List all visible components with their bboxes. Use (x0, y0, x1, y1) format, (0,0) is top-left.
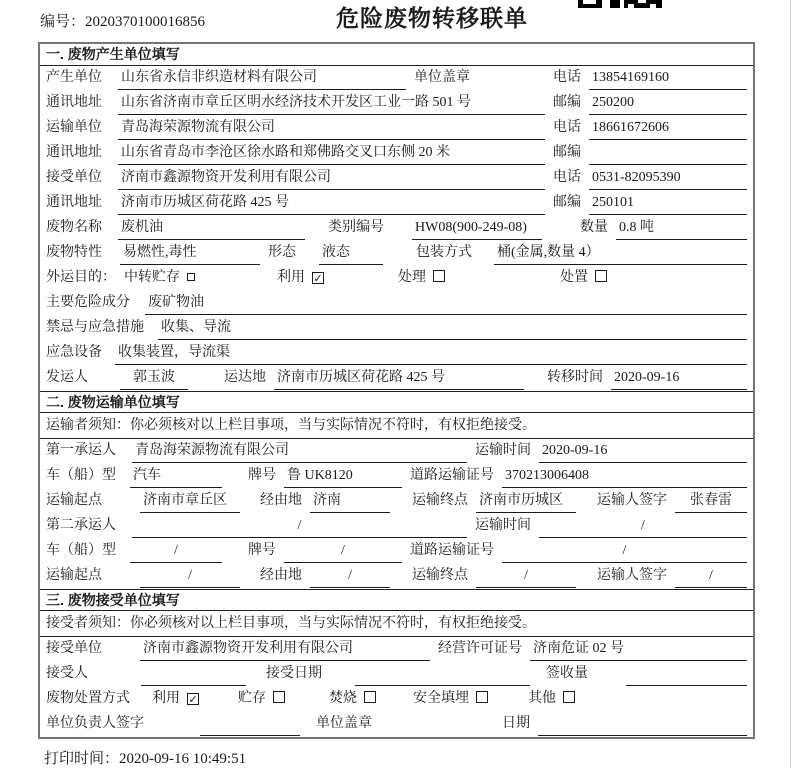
consignor: 郭玉波 (120, 366, 188, 390)
spacer (110, 255, 120, 256)
spacer (124, 528, 132, 529)
producer-address: 山东省济南市章丘区明水经济技术开发区工业一路 501 号 (118, 91, 545, 115)
field-label: 第一承运人 (46, 443, 116, 458)
section-3-title: 三. 废物接受单位填写 (40, 589, 753, 611)
disposal-other-checkbox (528, 687, 575, 710)
spacer (138, 701, 152, 702)
form-row (40, 687, 753, 712)
form-row (40, 66, 753, 91)
spacer (152, 726, 200, 727)
field-label: 外运目的： (46, 270, 116, 285)
producer-phone: 13854169160 (589, 66, 747, 90)
transporter-phone: 18661672606 (589, 116, 747, 140)
field-label: 运输起点 (46, 493, 102, 508)
receive-date-field (538, 712, 747, 736)
transport-origin-2: / (140, 564, 240, 588)
form-row (40, 564, 753, 589)
field-label: 应急设备 (46, 345, 102, 360)
field-label: 发运人 (46, 370, 88, 385)
transfer-date: 2020-09-16 (611, 366, 747, 390)
field-label: 运输起点 (46, 568, 102, 583)
spacer (445, 280, 560, 281)
form-row (40, 316, 753, 341)
field-label: 运输终点 (412, 493, 468, 508)
spacer (584, 578, 597, 579)
waste-category-code: HW08(900-249-08) (412, 216, 542, 240)
checkbox-unchecked (433, 270, 445, 282)
field-label: 形态 (268, 245, 296, 260)
transport-endpoint-2: / (476, 564, 576, 588)
field-label: 数量 (580, 220, 608, 235)
checkbox-checked: ✓ (188, 693, 198, 706)
spacer (308, 726, 316, 727)
field-label: 转移时间 (547, 370, 603, 385)
page-edge-line (790, 0, 791, 768)
form-row (40, 439, 753, 464)
spacer (195, 280, 277, 281)
checkbox-unchecked (476, 691, 488, 703)
field-label: 接受单位 (46, 170, 102, 185)
form-row (40, 266, 753, 291)
checkbox-checked: ✓ (313, 272, 323, 285)
field-label: 车（船）型 (46, 468, 116, 483)
spacer (138, 305, 145, 306)
spacer (110, 180, 118, 181)
road-transport-permit-2: / (502, 539, 747, 563)
spacer (313, 230, 328, 231)
spacer (330, 676, 355, 677)
field-label: 经营许可证号 (438, 641, 522, 656)
spacer (488, 701, 528, 702)
form-row (40, 514, 753, 539)
spacer (248, 503, 260, 504)
spacer (110, 651, 140, 652)
form-row (40, 141, 753, 166)
destination: 济南市历城区荷花路 425 号 (274, 366, 524, 390)
form-row (40, 712, 753, 737)
field-label: 通讯地址 (46, 95, 102, 110)
spacer (96, 380, 120, 381)
transport-via-1: 济南 (310, 489, 390, 513)
waste-characteristics: 易燃性,毒性 (120, 241, 260, 265)
spacer (398, 578, 412, 579)
spacer (478, 80, 553, 81)
checkbox-unchecked (273, 691, 285, 703)
spacer (110, 230, 118, 231)
spacer (96, 676, 141, 677)
field-label: 车（船）型 (46, 543, 116, 558)
field-label: 牌号 (248, 543, 276, 558)
spacer (248, 578, 260, 579)
plate-number-1: 鲁 UK8120 (284, 464, 402, 488)
field-label: 运达地 (224, 370, 266, 385)
operation-license-number: 济南危证 02 号 (530, 637, 747, 661)
field-label: 道路运输证号 (410, 543, 494, 558)
section-2-title: 二. 废物运输单位填写 (40, 391, 753, 413)
accepting-unit: 济南市鑫源物资开发利用有限公司 (140, 637, 430, 661)
emergency-equipment: 收集装置，导流渠 (115, 341, 747, 365)
field-label: 包装方式 (416, 245, 472, 260)
form-row (40, 91, 753, 116)
field-label: 产生单位 (46, 70, 102, 85)
checkbox-unchecked (595, 270, 607, 282)
receiver-phone: 0531-82095390 (589, 166, 747, 190)
spacer (380, 726, 502, 727)
second-carrier: / (132, 514, 467, 538)
checkbox-label: 焚烧 (329, 691, 357, 706)
waste-form: 液态 (319, 241, 383, 265)
spacer (538, 676, 546, 677)
waste-quantity: 0.8 吨 (616, 216, 747, 240)
spacer (230, 553, 248, 554)
disposal-utilize-checkbox (152, 687, 199, 710)
spacer (110, 130, 118, 131)
spacer (196, 380, 224, 381)
field-label: 运输时间 (475, 518, 531, 533)
field-label: 废物名称 (46, 220, 102, 235)
transport-time-1: 2020-09-16 (539, 439, 747, 463)
form-row (40, 216, 753, 241)
spacer (124, 453, 132, 454)
waste-packaging: 桶(金属,数量 4） (494, 241, 747, 265)
field-label: 签收量 (546, 666, 588, 681)
spacer (110, 105, 118, 106)
field-label: 废物处置方式 (46, 691, 130, 706)
transport-origin-1: 济南市章丘区 (140, 489, 240, 513)
form-row (40, 464, 753, 489)
producer-postcode: 250200 (589, 91, 747, 115)
field-label: 通讯地址 (46, 195, 102, 210)
responsible-person-signature (200, 712, 300, 736)
vehicle-type-2: / (130, 539, 222, 563)
accept-date (355, 662, 530, 686)
contraindication-measures: 收集、导流 (158, 316, 747, 340)
carrier-signature-1: 张春雷 (675, 489, 747, 513)
purpose-treat-checkbox (398, 266, 445, 289)
spacer (480, 255, 494, 256)
field-label: 主要危险成分 (46, 295, 130, 310)
plate-number-2: / (284, 539, 402, 563)
form-row (40, 341, 753, 366)
checkbox-label: 安全填埋 (413, 691, 469, 706)
producer-unit: 山东省永信非织造材料有限公司 (118, 66, 406, 90)
receiver-unit: 济南市鑫源物资开发利用有限公司 (118, 166, 545, 190)
transport-endpoint-1: 济南市历城区 (476, 489, 576, 513)
field-label: 邮编 (553, 145, 581, 160)
spacer (285, 701, 329, 702)
field-label: 运输终点 (412, 568, 468, 583)
spacer (110, 503, 140, 504)
field-label: 第二承运人 (46, 518, 116, 533)
spacer (324, 280, 398, 281)
field-label: 电话 (553, 70, 581, 85)
disposal-storage-checkbox (238, 687, 285, 710)
field-label: 电话 (553, 120, 581, 135)
transporter-postcode (589, 141, 747, 165)
spacer (199, 701, 238, 702)
document-number (40, 10, 205, 31)
transporter-unit: 青岛海荣源物流有限公司 (118, 116, 545, 140)
spacer (392, 230, 412, 231)
field-label: 牌号 (248, 468, 276, 483)
form-row (40, 116, 753, 141)
spacer (398, 503, 412, 504)
receiver-address: 济南市历城区荷花路 425 号 (118, 191, 545, 215)
accepting-person (141, 662, 246, 686)
section-1-title: 一. 废物产生单位填写 (40, 44, 753, 66)
field-label: 接受日期 (266, 666, 322, 681)
form-row (40, 637, 753, 662)
checkbox-label: 处置 (560, 270, 588, 285)
checkbox-label: 中转贮存 (124, 270, 180, 285)
checkbox-label: 其他 (528, 691, 556, 706)
field-label: 接受单位 (46, 641, 102, 656)
page-title: 危险废物转移联单 (336, 5, 528, 31)
main-hazard-component: 废矿物油 (145, 291, 747, 315)
field-label: 道路运输证号 (410, 468, 494, 483)
document-number-label: 编号： (40, 14, 86, 30)
checkbox-unchecked (563, 691, 575, 703)
field-label: 经由地 (260, 493, 302, 508)
disposal-landfill-checkbox (413, 687, 488, 710)
field-label: 运输单位 (46, 120, 102, 135)
transport-time-2: / (539, 514, 747, 538)
received-quantity (626, 662, 747, 686)
spacer (376, 701, 413, 702)
carrier-signature-2: / (675, 564, 747, 588)
unit-seal-label: 单位盖章 (414, 70, 470, 85)
spacer (230, 478, 248, 479)
field-label: 邮编 (553, 195, 581, 210)
road-transport-permit-1: 370213006408 (502, 464, 747, 488)
spacer (596, 676, 626, 677)
spacer (391, 255, 416, 256)
print-time (44, 747, 246, 768)
field-label: 电话 (553, 170, 581, 185)
print-time-value: 2020-09-16 10:49:51 (119, 751, 247, 767)
field-label: 邮编 (553, 95, 581, 110)
form-row (40, 241, 753, 266)
transporter-address: 山东省青岛市李沧区徐水路和郑佛路交叉口东侧 20 米 (118, 141, 545, 165)
checkbox-unchecked (364, 691, 376, 703)
disposal-incineration-checkbox (329, 687, 376, 710)
form-row (40, 539, 753, 564)
form-row (40, 291, 753, 316)
qr-code-fragment (578, 0, 662, 8)
field-label: 废物特性 (46, 245, 102, 260)
form-row (40, 489, 753, 514)
field-label: 经由地 (260, 568, 302, 583)
field-label: 禁忌与应急措施 (46, 320, 144, 335)
checkbox-label: 利用 (152, 691, 180, 706)
spacer (110, 205, 118, 206)
spacer (254, 676, 266, 677)
receiver-postcode: 250101 (589, 191, 747, 215)
spacer (304, 255, 319, 256)
form-row (40, 366, 753, 391)
spacer (550, 230, 580, 231)
form-row (40, 191, 753, 216)
first-carrier: 青岛海荣源物流有限公司 (132, 439, 467, 463)
spacer (584, 503, 597, 504)
checkbox-unchecked (187, 273, 195, 281)
spacer (532, 380, 547, 381)
field-label: 单位负责人签字 (46, 716, 144, 731)
field-label: 接受人 (46, 666, 88, 681)
purpose-transfer-storage-checkbox (124, 266, 195, 289)
waste-name: 废机油 (118, 216, 305, 240)
checkbox-label: 处理 (398, 270, 426, 285)
form-row (40, 662, 753, 687)
field-label: 运输人签字 (597, 568, 667, 583)
field-label: 运输时间 (475, 443, 531, 458)
print-time-label: 打印时间： (44, 751, 120, 767)
section-3-notice: 接受者须知：你必须核对以上栏目事项，当与实际情况不符时，有权拒绝接受。 (40, 611, 753, 637)
purpose-dispose-checkbox (560, 266, 607, 289)
unit-seal-label: 单位盖章 (316, 716, 372, 731)
purpose-utilize-checkbox (277, 266, 324, 289)
checkbox-label: 贮存 (238, 691, 266, 706)
vehicle-type-1: 汽车 (130, 464, 222, 488)
field-label: 运输人签字 (597, 493, 667, 508)
checkbox-label: 利用 (277, 270, 305, 285)
document-number-value: 2020370100016856 (85, 14, 206, 30)
spacer (110, 578, 140, 579)
transport-via-2: / (310, 564, 390, 588)
field-label: 通讯地址 (46, 145, 102, 160)
section-2-notice: 运输者须知：你必须核对以上栏目事项，当与实际情况不符时，有权拒绝接受。 (40, 413, 753, 439)
form-row (40, 166, 753, 191)
spacer (110, 155, 118, 156)
manifest-form (38, 42, 755, 739)
field-label: 日期 (502, 716, 530, 731)
field-label: 类别编号 (328, 220, 384, 235)
spacer (110, 80, 118, 81)
